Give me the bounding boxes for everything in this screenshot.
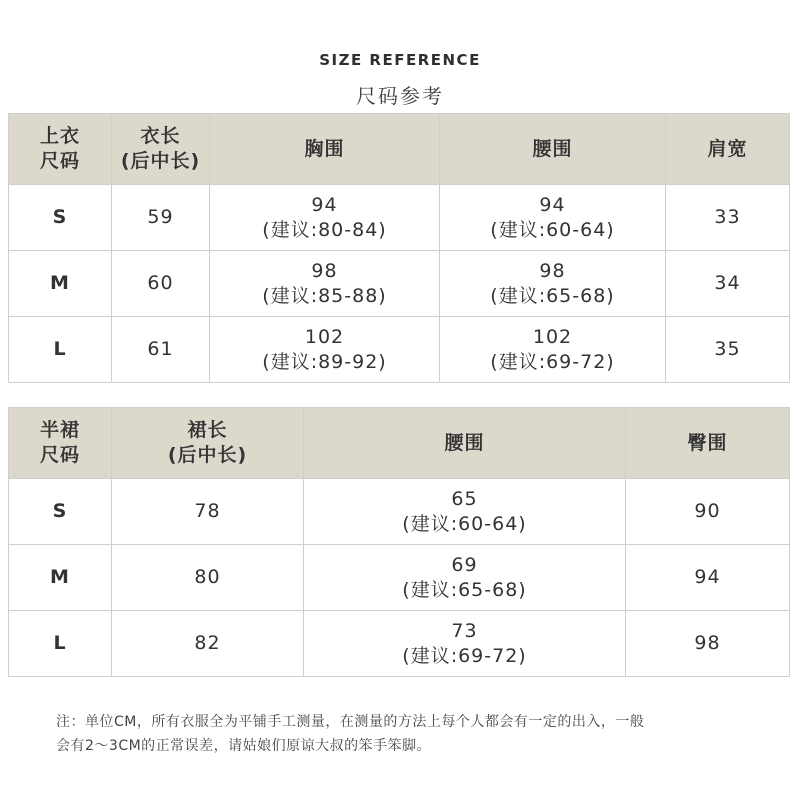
length-cell: 82	[112, 611, 304, 677]
title-en: SIZE REFERENCE	[319, 51, 481, 69]
waist-cell	[304, 479, 626, 545]
waist-suggestion: (建议:60-64)	[490, 218, 615, 241]
length-cell: 59	[112, 185, 210, 251]
size-cell: L	[9, 611, 112, 677]
header-waist: 腰围	[440, 114, 666, 185]
hip-cell: 90	[626, 479, 790, 545]
table-row	[9, 479, 790, 545]
shoulder-cell: 33	[666, 185, 790, 251]
size-cell: L	[9, 317, 112, 383]
header-length-line1: 裙长	[187, 419, 228, 441]
top-table-header-row	[9, 114, 790, 185]
length-cell: 61	[112, 317, 210, 383]
header-length	[112, 408, 304, 479]
chest-value: 98	[311, 259, 338, 282]
shoulder-cell: 35	[666, 317, 790, 383]
measurement-note	[56, 710, 756, 758]
length-cell: 80	[112, 545, 304, 611]
waist-value: 69	[451, 553, 478, 576]
chest-suggestion: (建议:89-92)	[262, 350, 387, 373]
header-chest: 胸围	[210, 114, 440, 185]
waist-value: 98	[539, 259, 566, 282]
header-size-line1: 上衣	[39, 125, 80, 147]
header-length-line1: 衣长	[140, 125, 181, 147]
note-line-1: 注：单位CM，所有衣服全为平铺手工测量，在测量的方法上每个人都会有一定的出入，一般	[56, 714, 645, 730]
table-row	[9, 251, 790, 317]
hip-cell: 94	[626, 545, 790, 611]
bottom-size-table	[8, 407, 790, 677]
waist-cell	[440, 185, 666, 251]
waist-suggestion: (建议:69-72)	[490, 350, 615, 373]
waist-cell	[440, 317, 666, 383]
waist-cell	[304, 545, 626, 611]
length-cell: 78	[112, 479, 304, 545]
header-length	[112, 114, 210, 185]
chest-cell	[210, 185, 440, 251]
chest-value: 94	[311, 193, 338, 216]
note-line-2: 会有2～3CM的正常误差，请姑娘们原谅大叔的笨手笨脚。	[56, 738, 432, 754]
waist-cell	[440, 251, 666, 317]
waist-value: 102	[532, 325, 573, 348]
waist-suggestion: (建议:65-68)	[490, 284, 615, 307]
waist-value: 94	[539, 193, 566, 216]
waist-value: 73	[451, 619, 478, 642]
header-size	[9, 408, 112, 479]
size-cell: S	[9, 185, 112, 251]
waist-suggestion: (建议:60-64)	[402, 512, 527, 535]
header-waist: 腰围	[304, 408, 626, 479]
bottom-table-header-row	[9, 408, 790, 479]
header-size-line1: 半裙	[39, 419, 80, 441]
header-size-line2: 尺码	[39, 150, 80, 172]
waist-cell	[304, 611, 626, 677]
header-shoulder: 肩宽	[666, 114, 790, 185]
chest-cell	[210, 251, 440, 317]
table-row	[9, 545, 790, 611]
waist-suggestion: (建议:65-68)	[402, 578, 527, 601]
header-length-line2: (后中长)	[167, 444, 248, 466]
size-cell: M	[9, 251, 112, 317]
waist-suggestion: (建议:69-72)	[402, 644, 527, 667]
table-row	[9, 185, 790, 251]
size-cell: S	[9, 479, 112, 545]
length-cell: 60	[112, 251, 210, 317]
hip-cell: 98	[626, 611, 790, 677]
title-cn: 尺码参考	[356, 84, 444, 108]
chest-suggestion: (建议:80-84)	[262, 218, 387, 241]
header-hip: 臀围	[626, 408, 790, 479]
top-size-table	[8, 113, 790, 383]
chest-value: 102	[304, 325, 345, 348]
header-length-line2: (后中长)	[120, 150, 201, 172]
table-row	[9, 317, 790, 383]
header-size	[9, 114, 112, 185]
chest-cell	[210, 317, 440, 383]
waist-value: 65	[451, 487, 478, 510]
shoulder-cell: 34	[666, 251, 790, 317]
header-size-line2: 尺码	[39, 444, 80, 466]
chest-suggestion: (建议:85-88)	[262, 284, 387, 307]
table-row	[9, 611, 790, 677]
size-cell: M	[9, 545, 112, 611]
